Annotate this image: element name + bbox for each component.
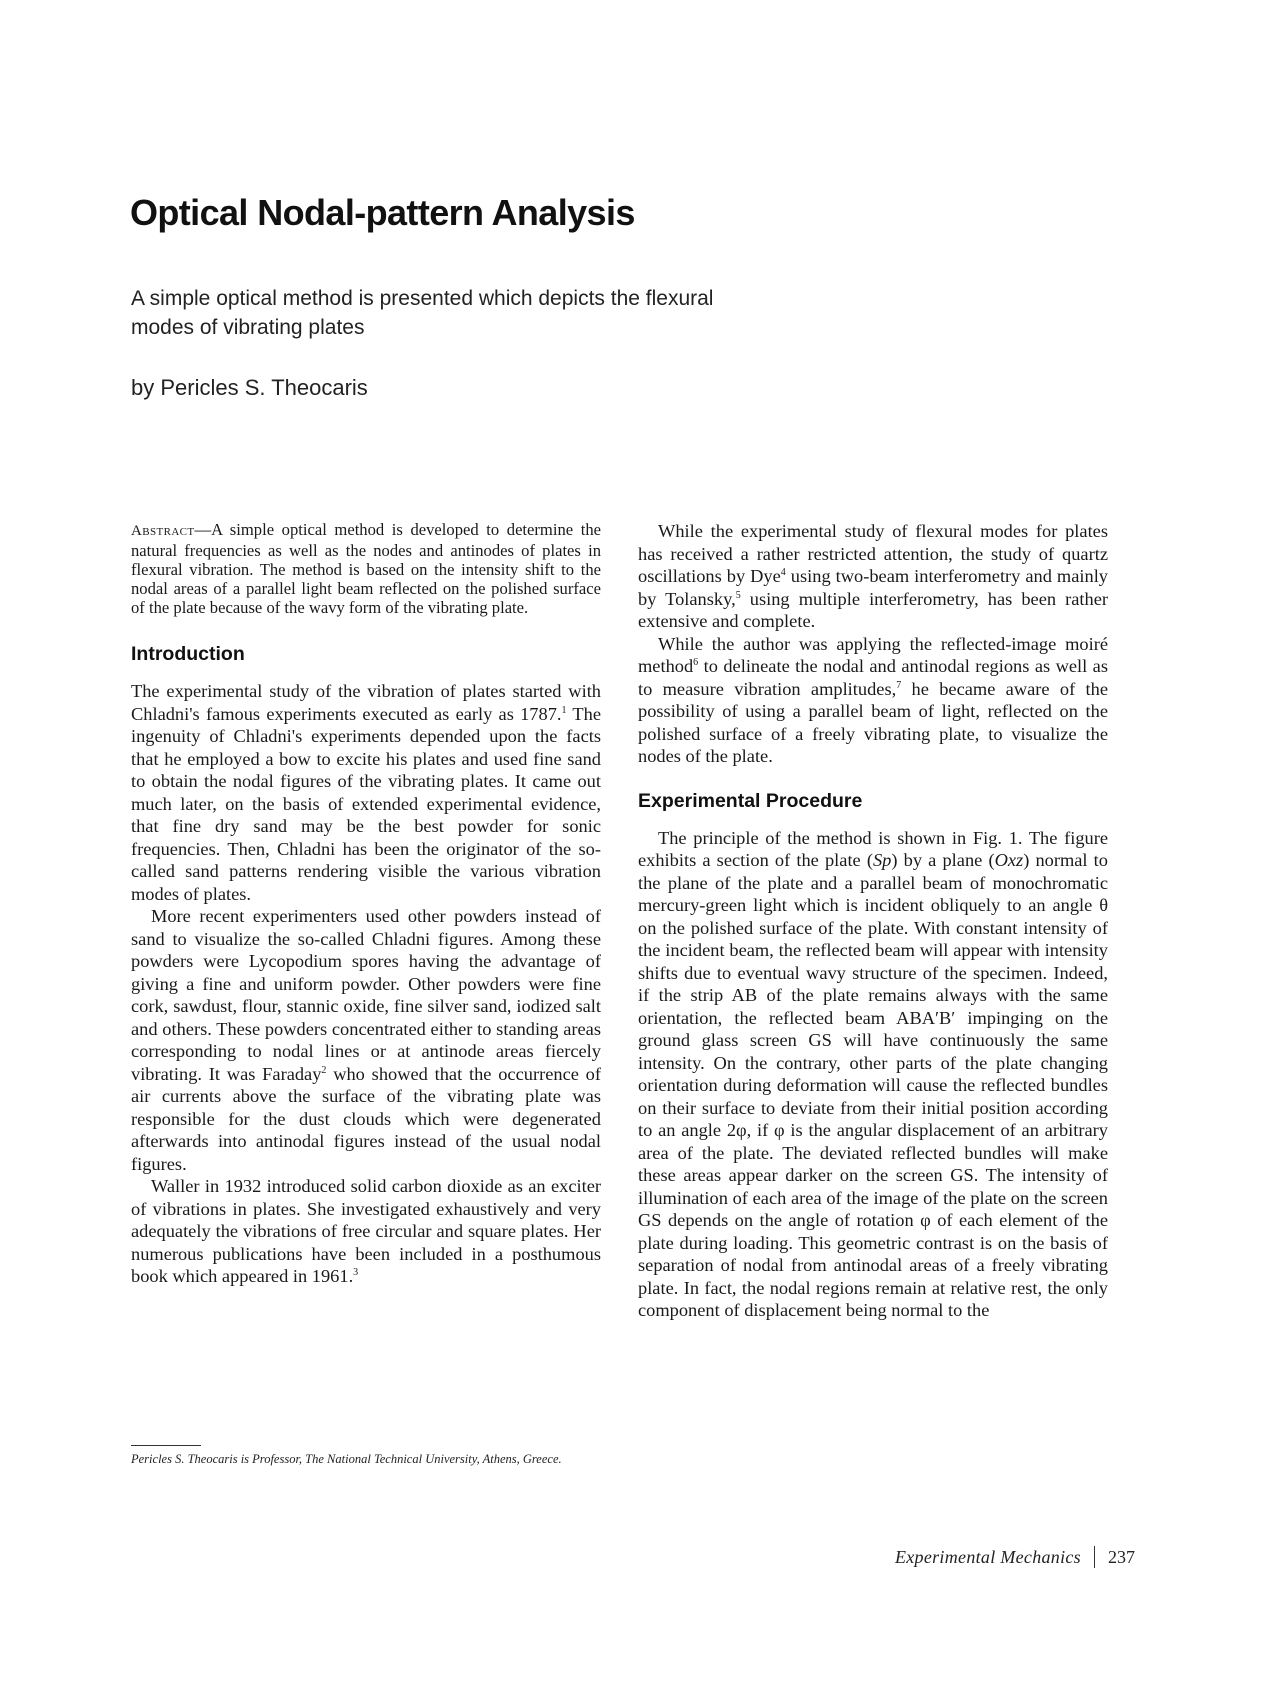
- right-p1-text-a: While the experimental study of flexural modes for plates has received a rather restricted attention, the study of quartz oscillations by Dye: [638, 521, 1108, 586]
- intro-paragraph-1: [131, 680, 601, 905]
- right-p2-text-b: to delineate the nodal and antinodal regions as well as to measure vibration amplitudes,: [638, 656, 1108, 699]
- intro-paragraph-3: [131, 1175, 601, 1288]
- symbol-sp: Sp: [872, 850, 892, 870]
- right-p1-text-c: using multiple interferometry, has been rather extensive and complete.: [638, 588, 1109, 631]
- intro-p2-text-b: who showed that the occurrence of air currents above the surface of the vibrating plate was responsible for the dust clouds which were degenerated afterwards into antinodal figures instead of the usual nodal figures.: [131, 1063, 601, 1174]
- article-title: Optical Nodal-pattern Analysis: [130, 192, 635, 233]
- right-paragraph-1: [638, 520, 1108, 633]
- intro-paragraph-2: [131, 905, 601, 1175]
- reference-5: 5: [735, 589, 741, 601]
- page-number: 237: [1108, 1546, 1135, 1567]
- reference-7: 7: [896, 679, 902, 691]
- article-subtitle: A simple optical method is presented which depicts the flexural modes of vibrating plates: [131, 287, 714, 339]
- reference-4: 4: [780, 566, 786, 578]
- abstract-label: Abstract: [131, 523, 195, 539]
- footnote-rule: [131, 1445, 201, 1446]
- right-column: [638, 520, 1108, 1322]
- intro-p1-text-a: The experimental study of the vibration of plates started with Chladni's famous experiments executed as early as 1787.: [131, 681, 601, 724]
- right-p2-text-c: he became aware of the possibility of using a parallel beam of light, reflected on the polished surface of a freely vibrating plate, to visualize the nodes of the plate.: [638, 678, 1108, 766]
- abstract-text: —A simple optical method is developed to determine the natural frequencies as well as the nodes and antinodes of plates in flexural vibration. The method is based on the intensity shift to the nodal areas of a parallel light beam reflected on the polished surface of the plate because of the wavy form of the vibrating plate.: [131, 520, 601, 617]
- reference-6: 6: [693, 656, 699, 668]
- proc-p1-text-c: ) normal to the plane of the plate and a parallel beam of monochromatic mercury-green light which is incident obliquely to an angle θ on the polished surface of the plate. With constant intensity of the incident beam, the reflected beam will appear with intensity shifts due to eventual wavy structure of the specimen. Indeed, if the strip AB of the plate remains always with the same orientation, the reflected beam ABA′B′ impinging on the ground glass screen GS will have continuously the same intensity. On the contrary, other parts of the plate changing orientation during deformation will cause the reflected bundles on their surface to deviate from their initial position according to an angle 2φ, if φ is the angular displacement of an arbitrary area of the plate. The deviated reflected bundles will make these areas appear darker on the screen GS. The intensity of illumination of each area of the image of the plate on the screen GS depends on the angle of rotation φ of each element of the plate during loading. This geometric contrast is on the basis of separation of nodal from antinodal areas of a freely vibrating plate. In fact, the nodal regions remain at relative rest, the only component of displacement being normal to the: [638, 850, 1108, 1320]
- reference-2: 2: [321, 1064, 327, 1076]
- reference-3: 3: [353, 1266, 359, 1278]
- right-p2-text-a: While the author was applying the reflected-image moiré method: [638, 633, 1108, 676]
- journal-name: Experimental Mechanics: [894, 1546, 1081, 1567]
- right-p1-text-b: using two-beam interferometry and mainly by Tolansky,: [638, 566, 1108, 609]
- page-footer: [895, 1546, 1135, 1568]
- reference-1: 1: [561, 704, 567, 716]
- section-heading-introduction: Introduction: [131, 643, 245, 665]
- intro-p1-text-b: The ingenuity of Chladni's experiments depended upon the facts that he employed a bow to excite his plates and used fine sand to obtain the nodal figures of the vibrating plates. It came out much later, on the basis of extended experimental evidence, that fine dry sand may be the best powder for sonic frequencies. Then, Chladni has been the originator of the so-called sand patterns rendering visible the various vibration modes of plates.: [131, 703, 601, 904]
- intro-p3-text-a: Waller in 1932 introduced solid carbon dioxide as an exciter of vibrations in plates. She investigated exhaustively and very adequately the vibrations of free circular and square plates. Her numerous publications have been included in a posthumous book which appeared in 1961.: [131, 1176, 601, 1286]
- procedure-paragraph-1: [638, 827, 1108, 1322]
- author-byline: by Pericles S. Theocaris: [131, 375, 368, 400]
- right-paragraph-2: [638, 633, 1108, 768]
- section-heading-experimental-procedure: Experimental Procedure: [638, 789, 863, 812]
- intro-p2-text-a: More recent experimenters used other powders instead of sand to visualize the so-called Chladni figures. Among these powders were Lycopodium spores having the advantage of giving a fine and uniform powder. Other powders were fine cork, sawdust, flour, stannic oxide, fine silver sand, iodized salt and others. These powders concentrated either to standing areas corresponding to nodal lines or at antinode areas fiercely vibrating. It was Faraday: [131, 906, 601, 1084]
- proc-p1-text-a: The principle of the method is shown in Fig. 1. The figure exhibits a section of the plate (: [638, 827, 1108, 870]
- left-column: [131, 520, 601, 1288]
- author-footnote: Pericles S. Theocaris is Professor, The National Technical University, Athens, Greece.: [131, 1452, 562, 1466]
- footer-divider: [1094, 1546, 1095, 1568]
- abstract: [131, 520, 601, 617]
- symbol-oxz: Oxz: [994, 850, 1024, 870]
- proc-p1-text-b: ) by a plane (: [891, 850, 995, 870]
